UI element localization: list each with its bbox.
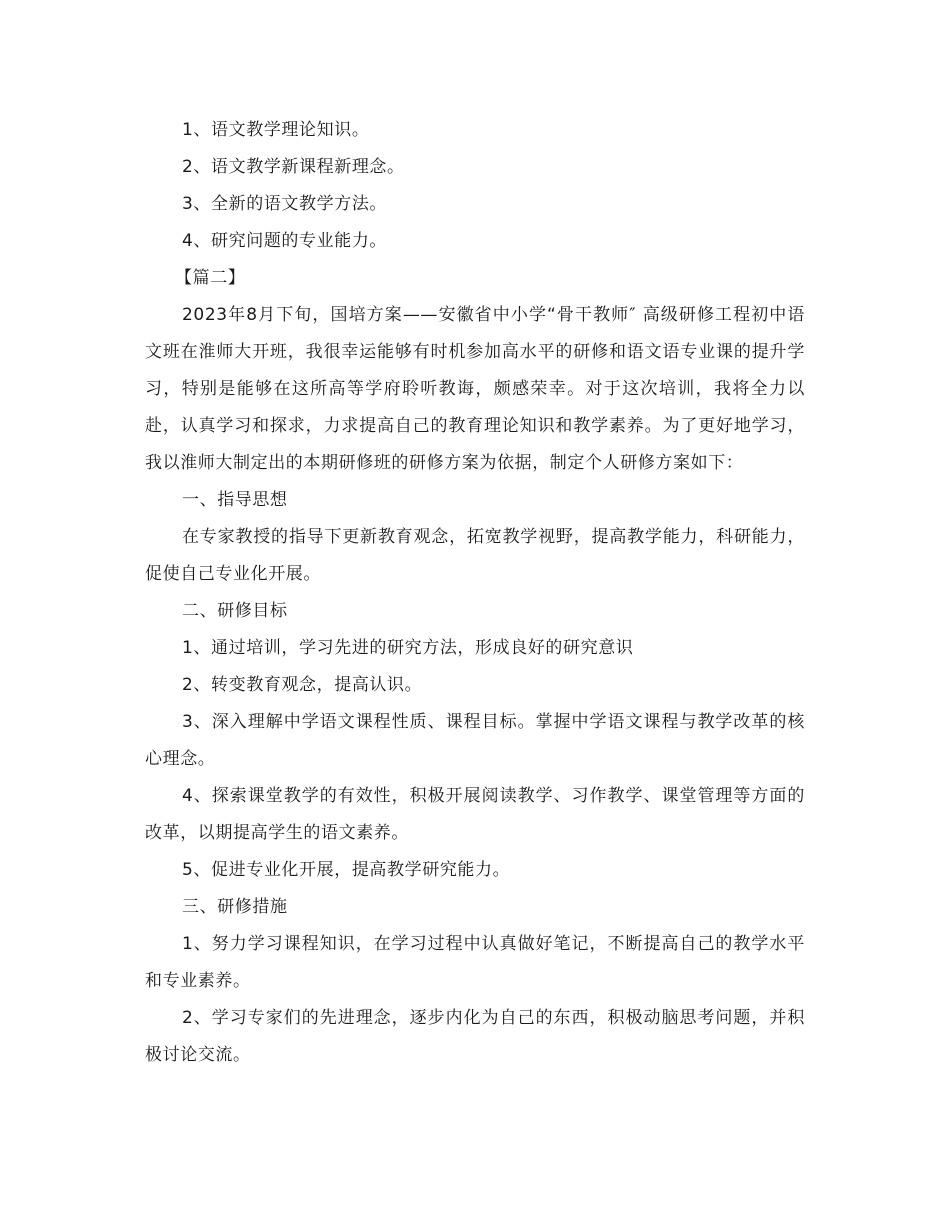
list-item: 4、研究问题的专业能力。 xyxy=(182,231,388,251)
section-heading: 【篇二】 xyxy=(175,268,246,288)
list-item: 3、深入理解中学语文课程性质、课程目标。掌握中学语文课程与教学改革的核心理念。 xyxy=(145,712,805,769)
section-heading: 一、指导思想 xyxy=(182,490,288,510)
list-item: 2、语文教学新课程新理念。 xyxy=(182,157,405,177)
list-item: 2、学习专家们的先进理念，逐步内化为自己的东西，积极动脑思考问题，并积极讨论交流。 xyxy=(145,1008,805,1065)
list-item: 1、努力学习课程知识，在学习过程中认真做好笔记，不断提高自己的教学水平和专业素养。 xyxy=(145,934,805,991)
body-paragraph: 在专家教授的指导下更新教育观念，拓宽教学视野，提高教学能力，科研能力，促使自己专业化开展。 xyxy=(145,527,805,584)
list-item: 5、促进专业化开展，提高教学研究能力。 xyxy=(182,860,511,880)
body-paragraph: 2023年8月下旬，国培方案——安徽省中小学“骨干教师″ 高级研修工程初中语文班在淮师大开班，我很幸运能够有时机参加高水平的研修和语文语专业课的提升学习，特别是能够在这所高等学府聆听教诲，颇感荣幸。对于这次培训，我将全力以赴，认真学习和探求，力求提高自己的教育理论知识和教学素养。为了更好地学习，我以淮师大制定出的本期研修班的研修方案为依据，制定个人研修方案如下： xyxy=(145,305,805,473)
list-item: 1、通过培训，学习先进的研究方法，形成良好的研究意识 xyxy=(182,638,634,658)
list-item: 1、语文教学理论知识。 xyxy=(182,120,370,140)
list-item: 2、转变教育观念，提高认识。 xyxy=(182,675,423,695)
list-item: 4、探索课堂教学的有效性，积极开展阅读教学、习作教学、课堂管理等方面的改革，以期提高学生的语文素养。 xyxy=(145,786,805,843)
section-heading: 三、研修措施 xyxy=(182,897,288,917)
document-body xyxy=(145,112,805,1074)
list-item: 3、全新的语文教学方法。 xyxy=(182,194,388,214)
section-heading: 二、研修目标 xyxy=(182,601,288,621)
